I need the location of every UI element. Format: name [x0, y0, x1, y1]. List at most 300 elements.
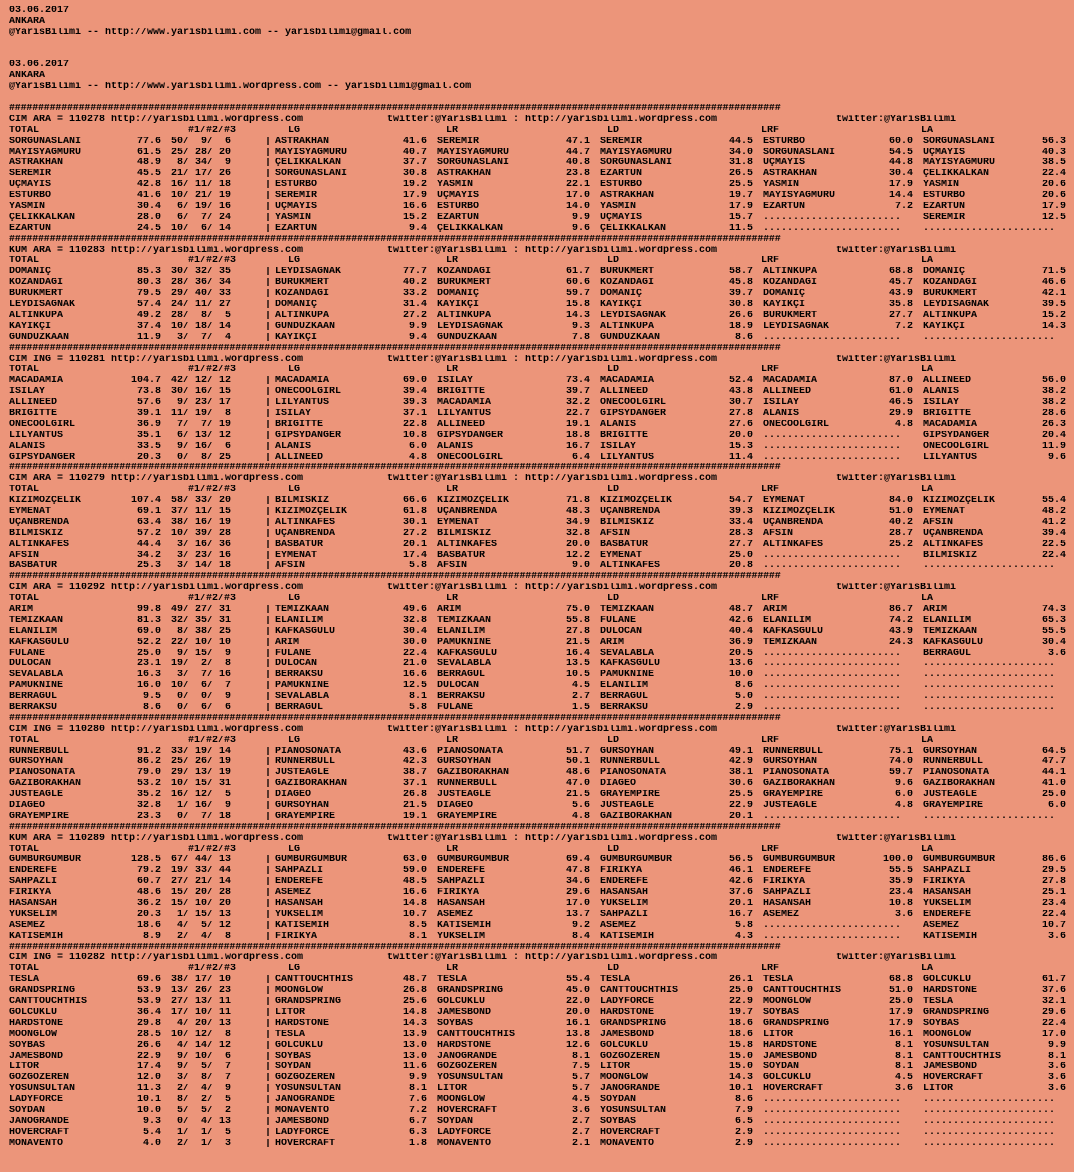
la-horse-name: ...................... [923, 670, 1056, 681]
lg-score: 41.6 [402, 136, 427, 147]
la-score: 25.1 [1041, 888, 1066, 899]
total-score: 28.5 [136, 1029, 161, 1040]
race-title-line [9, 115, 1069, 126]
total-score: 35.1 [136, 430, 161, 441]
lrf-score: 55.5 [888, 866, 913, 877]
ld-score: 15.8 [728, 1040, 753, 1051]
ld-horse-name: SAHPAZLI [600, 909, 649, 920]
ld-score: 36.9 [728, 637, 753, 648]
lg-score: 10.8 [402, 430, 427, 441]
places-count: 3/ 16/ 36 [171, 539, 232, 550]
lrf-horse-name: SORGUNASLANI [763, 147, 836, 158]
table-row [9, 1084, 1069, 1095]
total-score: 48.6 [136, 888, 161, 899]
lg-horse-name: LEYDISAGNAK [275, 267, 342, 278]
total-score: 37.4 [136, 321, 161, 332]
ld-score: 42.6 [728, 877, 753, 888]
table-row [9, 932, 1069, 943]
places-count: 16/ 12/ 5 [171, 790, 232, 801]
lrf-horse-name: FIRIKYA [763, 877, 806, 888]
la-score: 71.5 [1041, 267, 1066, 278]
col-la-header: LA [921, 844, 934, 855]
total-score: 91.2 [136, 746, 161, 757]
lg-horse-name: ESTURBO [275, 180, 318, 191]
lr-horse-name: GRANDSPRING [437, 986, 504, 997]
total-horse-name: DOMANIÇ [9, 267, 52, 278]
table-row [9, 180, 1069, 191]
lrf-horse-name: ALTINKAFES [763, 539, 824, 550]
col-lr-header: LR [446, 844, 459, 855]
column-divider: | [265, 920, 272, 931]
lr-score: 13.7 [565, 909, 590, 920]
total-horse-name: MONAVENTO [9, 1138, 64, 1149]
total-horse-name: YOSUNSULTAN [9, 1084, 76, 1095]
total-score: 45.5 [136, 169, 161, 180]
table-row [9, 420, 1069, 431]
lrf-horse-name: TESLA [763, 975, 794, 986]
col-lg-header: LG [288, 125, 301, 136]
lr-horse-name: DIAGEO [437, 801, 474, 812]
places-count: 0/ 7/ 18 [171, 811, 232, 822]
lrf-score: 61.0 [888, 387, 913, 398]
lg-score: 7.2 [408, 1105, 427, 1116]
lrf-horse-name: HASANSAH [763, 899, 812, 910]
lg-score: 10.7 [402, 909, 427, 920]
table-row [9, 507, 1069, 518]
total-horse-name: ASTRAKHAN [9, 158, 64, 169]
lrf-score: 25.2 [888, 539, 913, 550]
column-divider: | [265, 1007, 272, 1018]
lg-score: 40.7 [402, 147, 427, 158]
lrf-horse-name: GRAYEMPIRE [763, 790, 824, 801]
places-count: 10/ 12/ 8 [171, 1029, 232, 1040]
total-score: 81.3 [136, 615, 161, 626]
ld-horse-name: UÇMAYIS [600, 212, 643, 223]
column-divider: | [265, 310, 272, 321]
lr-score: 22.0 [565, 997, 590, 1008]
lg-score: 11.6 [402, 1062, 427, 1073]
lr-horse-name: ASTRAKHAN [437, 169, 492, 180]
table-row [9, 376, 1069, 387]
lrf-horse-name: KAFKASGULÜ [763, 626, 824, 637]
total-horse-name: LADYFORCE [9, 1095, 64, 1106]
lrf-horse-name: GRANDSPRING [763, 1018, 830, 1029]
ld-horse-name: KAYIKÇI [600, 300, 643, 311]
lrf-score: 28.7 [888, 528, 913, 539]
lg-score: 8.1 [408, 931, 427, 942]
table-row [9, 409, 1069, 420]
ld-score: 58.7 [728, 267, 753, 278]
table-row [9, 812, 1069, 823]
lg-horse-name: PIANOSONATA [275, 746, 342, 757]
lg-horse-name: HARDSTONE [275, 1018, 330, 1029]
places-count: 2/ 1/ 3 [171, 1138, 232, 1149]
lrf-horse-name: RUNNERBULL [763, 746, 824, 757]
lrf-score: 86.7 [888, 604, 913, 615]
ld-horse-name: KATISEMIH [600, 931, 655, 942]
places-count: 13/ 26/ 23 [171, 986, 232, 997]
lg-score: 30.1 [402, 517, 427, 528]
lg-horse-name: EYMENAT [275, 550, 318, 561]
lrf-horse-name: ....................... [763, 223, 902, 234]
total-score: 69.6 [136, 975, 161, 986]
lrf-score: 4.5 [894, 1073, 913, 1084]
col-ld-header: LD [607, 735, 620, 746]
race-twitter-link: twitter:@YarisBilimi : http://yarisbilimi.wordpress.com [387, 583, 718, 594]
la-score: 15.2 [1041, 310, 1066, 321]
header-block-2 [9, 60, 1069, 93]
col-ld-header: LD [607, 594, 620, 605]
col-lr-header: LR [446, 365, 459, 376]
ld-horse-name: ESTURBO [600, 180, 643, 191]
table-row [9, 387, 1069, 398]
lr-score: 10.5 [565, 670, 590, 681]
total-horse-name: PIANOSONATA [9, 768, 76, 779]
race-tables [9, 104, 1069, 1150]
lrf-score: 6.0 [894, 790, 913, 801]
lr-score: 69.4 [565, 855, 590, 866]
ld-horse-name: EZARTUN [600, 169, 643, 180]
col-places-header: #1/#2/#3 [188, 964, 237, 975]
total-score: 16.3 [136, 670, 161, 681]
places-count: 0/ 4/ 13 [171, 1116, 232, 1127]
table-row [9, 768, 1069, 779]
lg-score: 8.1 [408, 692, 427, 703]
header-date: 03.06.2017 [9, 6, 70, 16]
lg-score: 66.6 [402, 496, 427, 507]
total-score: 9.5 [142, 692, 161, 703]
lr-horse-name: PIANOSONATA [437, 746, 504, 757]
column-divider: | [265, 899, 272, 910]
ld-horse-name: ÇELIKKALKAN [600, 223, 667, 234]
ld-horse-name: GRAYEMPIRE [600, 790, 661, 801]
lr-score: 6.4 [571, 452, 590, 463]
lr-horse-name: HOVERCRAFT [437, 1105, 498, 1116]
race-title-line [9, 246, 1069, 257]
places-count: 6/ 7/ 24 [171, 212, 232, 223]
la-horse-name: YASMIN [923, 180, 960, 191]
column-divider: | [265, 1127, 272, 1138]
lr-score: 7.5 [571, 1062, 590, 1073]
ld-score: 11.4 [728, 452, 753, 463]
column-header-row [9, 594, 1069, 605]
la-score: 38.2 [1041, 398, 1066, 409]
lr-horse-name: KIZIMÖZÇELIK [437, 496, 510, 507]
total-horse-name: GRANDSPRING [9, 986, 76, 997]
lg-score: 37.1 [402, 408, 427, 419]
lr-horse-name: YASMIN [437, 180, 474, 191]
total-score: 57.6 [136, 398, 161, 409]
total-score: 20.3 [136, 452, 161, 463]
lg-score: 40.2 [402, 278, 427, 289]
lg-horse-name: MONAVENTO [275, 1105, 330, 1116]
race-twitter-link: twitter:@YarisBilimi : http://yarisbilimi.wordpress.com [387, 114, 718, 125]
ld-horse-name: JUSTEAGLE [600, 801, 655, 812]
places-count: 6/ 13/ 12 [171, 430, 232, 441]
total-horse-name: TEMIZKAAN [9, 615, 64, 626]
places-count: 2/ 4/ 9 [171, 1084, 232, 1095]
la-horse-name: TEMIZKAAN [923, 626, 978, 637]
lg-horse-name: GAZIBORAKHAN [275, 779, 348, 790]
ld-score: 56.5 [728, 855, 753, 866]
ld-horse-name: DOMANIÇ [600, 289, 643, 300]
race-title: CIM ING = 110281 http://yarisbilimi.wordpress.com [9, 354, 304, 365]
la-score: 14.3 [1041, 321, 1066, 332]
lr-score: 13.8 [565, 1029, 590, 1040]
lrf-horse-name: ENDEREFE [763, 866, 812, 877]
lg-score: 77.7 [402, 267, 427, 278]
lrf-horse-name: KAYIKÇI [763, 300, 806, 311]
lrf-score: 74.2 [888, 615, 913, 626]
places-count: 15/ 10/ 20 [171, 899, 232, 910]
lrf-score: 68.8 [888, 267, 913, 278]
hash-separator: ##################################################################################################################################### [9, 104, 781, 115]
column-divider: | [265, 408, 272, 419]
la-score: 25.0 [1041, 790, 1066, 801]
ld-score: 2.9 [734, 1138, 753, 1149]
ld-score: 27.6 [728, 419, 753, 430]
places-count: 37/ 11/ 15 [171, 506, 232, 517]
ld-horse-name: LILYANTUS [600, 452, 655, 463]
la-horse-name: ASEMEZ [923, 920, 960, 931]
lg-score: 37.1 [402, 779, 427, 790]
race-twitter-link: twitter:@YarisBilimi : http://yarisbilimi.wordpress.com [387, 953, 718, 964]
header-credit-line: @YarisBilimi -- http://www.yarisbilimi.wordpress.com -- yarisbilimi@gmail.com [9, 82, 472, 93]
ld-score: 10.1 [728, 1084, 753, 1095]
lrf-horse-name: MAYISYAGMURU [763, 191, 836, 202]
col-la-header: LA [921, 256, 934, 267]
ld-horse-name: DULOCAN [600, 626, 643, 637]
total-score: 42.8 [136, 180, 161, 191]
total-score: 128.5 [130, 855, 161, 866]
lg-score: 14.8 [402, 1007, 427, 1018]
places-count: 5/ 5/ 2 [171, 1105, 232, 1116]
lr-score: 8.1 [571, 1051, 590, 1062]
col-places-header: #1/#2/#3 [188, 594, 237, 605]
lrf-horse-name: UÇMAYIS [763, 158, 806, 169]
hash-separator: ##################################################################################################################################### [9, 572, 781, 583]
la-score: 46.6 [1041, 278, 1066, 289]
ld-horse-name: DIAGEO [600, 779, 637, 790]
table-row [9, 398, 1069, 409]
la-horse-name: ...................... [923, 561, 1056, 572]
lr-score: 15.8 [565, 300, 590, 311]
total-horse-name: KAYIKÇI [9, 321, 52, 332]
total-horse-name: HOVERCRAFT [9, 1127, 70, 1138]
lg-horse-name: JANOGRANDE [275, 1095, 336, 1106]
total-horse-name: GUNDUZKAAN [9, 332, 70, 343]
lg-score: 19.2 [402, 180, 427, 191]
lrf-horse-name: JUSTEAGLE [763, 801, 818, 812]
lr-horse-name: KOZANDAGI [437, 267, 492, 278]
total-score: 77.6 [136, 136, 161, 147]
lr-horse-name: KATISEMIH [437, 920, 492, 931]
ld-score: 20.0 [728, 430, 753, 441]
places-count: 0/ 8/ 25 [171, 452, 232, 463]
places-count: 11/ 19/ 8 [171, 408, 232, 419]
ld-score: 17.9 [728, 202, 753, 213]
col-total-header: TOTAL [9, 485, 40, 496]
lr-score: 9.9 [571, 212, 590, 223]
la-score: 3.6 [1047, 1084, 1066, 1095]
col-lr-header: LR [446, 256, 459, 267]
lr-horse-name: SEREMIR [437, 136, 480, 147]
la-horse-name: ONECOOLGIRL [923, 441, 990, 452]
lg-score: 37.7 [402, 158, 427, 169]
column-divider: | [265, 441, 272, 452]
table-row [9, 289, 1069, 300]
lr-score: 75.0 [565, 604, 590, 615]
ld-score: 20.8 [728, 561, 753, 572]
lr-horse-name: LEYDISAGNAK [437, 321, 504, 332]
lrf-horse-name: ISILAY [763, 398, 800, 409]
total-score: 49.2 [136, 310, 161, 321]
table-row [9, 322, 1069, 333]
col-lrf-header: LRF [761, 735, 780, 746]
lrf-score: 45.7 [888, 278, 913, 289]
lg-horse-name: SOYBAS [275, 1051, 312, 1062]
ld-score: 46.1 [728, 866, 753, 877]
lr-horse-name: UÇANBRENDA [437, 506, 498, 517]
lg-score: 19.1 [402, 811, 427, 822]
lg-score: 69.0 [402, 376, 427, 387]
table-row [9, 649, 1069, 660]
ld-horse-name: ARIM [600, 637, 625, 648]
lg-score: 30.8 [402, 169, 427, 180]
total-horse-name: HARDSTONE [9, 1018, 64, 1029]
la-horse-name: ESTURBO [923, 191, 966, 202]
column-divider: | [265, 670, 272, 681]
places-count: 49/ 27/ 31 [171, 604, 232, 615]
lrf-horse-name: TEMIZKAAN [763, 637, 818, 648]
lr-horse-name: SORGUNASLANI [437, 158, 510, 169]
la-score: 47.7 [1041, 757, 1066, 768]
col-total-header: TOTAL [9, 125, 40, 136]
lrf-score: 87.0 [888, 376, 913, 387]
lr-score: 8.4 [571, 931, 590, 942]
total-horse-name: GAZIBORAKHAN [9, 779, 82, 790]
column-divider: | [265, 866, 272, 877]
table-row [9, 267, 1069, 278]
total-score: 41.6 [136, 191, 161, 202]
la-score: 55.5 [1041, 626, 1066, 637]
column-divider: | [265, 1105, 272, 1116]
places-count: 3/ 8/ 7 [171, 1073, 232, 1084]
col-ld-header: LD [607, 485, 620, 496]
lrf-horse-name: ....................... [763, 332, 902, 343]
lg-score: 49.6 [402, 604, 427, 615]
lr-score: 47.0 [565, 779, 590, 790]
la-score: 29.5 [1041, 866, 1066, 877]
lr-score: 59.7 [565, 289, 590, 300]
total-score: 4.0 [142, 1138, 161, 1149]
lr-horse-name: ISILAY [437, 376, 474, 387]
lr-horse-name: ONECOOLGIRL [437, 452, 504, 463]
column-header-row [9, 964, 1069, 975]
lr-horse-name: PAMUKNINE [437, 637, 492, 648]
ld-score: 39.3 [728, 506, 753, 517]
lrf-score: 35.9 [888, 877, 913, 888]
ld-horse-name: ALLINEED [600, 387, 649, 398]
la-horse-name: SEREMIR [923, 212, 966, 223]
ld-horse-name: LITOR [600, 1062, 631, 1073]
lg-horse-name: KAFKASGULÜ [275, 626, 336, 637]
table-row [9, 855, 1069, 866]
column-divider: | [265, 659, 272, 670]
lrf-score: 60.0 [888, 136, 913, 147]
column-divider: | [265, 997, 272, 1008]
ld-horse-name: UÇANBRENDA [600, 506, 661, 517]
lg-horse-name: GRANDSPRING [275, 997, 342, 1008]
ld-score: 15.0 [728, 1062, 753, 1073]
la-horse-name: BERRAGUL [923, 648, 972, 659]
lrf-score: 43.9 [888, 626, 913, 637]
total-score: 48.9 [136, 158, 161, 169]
ld-horse-name: EYMENAT [600, 550, 643, 561]
total-horse-name: SEVALABLA [9, 670, 64, 681]
lg-horse-name: CANTTOUCHTHIS [275, 975, 354, 986]
lr-score: 55.8 [565, 615, 590, 626]
lg-score: 17.4 [402, 550, 427, 561]
lr-score: 16.4 [565, 648, 590, 659]
places-count: 22/ 10/ 10 [171, 637, 232, 648]
column-divider: | [265, 430, 272, 441]
col-ld-header: LD [607, 125, 620, 136]
la-horse-name: GAZIBORAKHAN [923, 779, 996, 790]
table-row [9, 202, 1069, 213]
lrf-score: 75.1 [888, 746, 913, 757]
total-horse-name: TESLA [9, 975, 40, 986]
places-count: 30/ 32/ 35 [171, 267, 232, 278]
lg-horse-name: ALTINKAFES [275, 517, 336, 528]
ld-horse-name: SORGUNASLANI [600, 158, 673, 169]
ld-horse-name: MACADAMIA [600, 376, 655, 387]
lr-score: 51.7 [565, 746, 590, 757]
col-lr-header: LR [446, 485, 459, 496]
lr-score: 14.3 [565, 310, 590, 321]
column-divider: | [265, 496, 272, 507]
lg-horse-name: GURSOYHAN [275, 801, 330, 812]
la-horse-name: ...................... [923, 659, 1056, 670]
total-horse-name: MAYISYAGMURU [9, 147, 82, 158]
lr-horse-name: GOLCUKLU [437, 997, 486, 1008]
hash-separator: ##################################################################################################################################### [9, 942, 781, 953]
total-horse-name: CANTTOUCHTHIS [9, 997, 88, 1008]
table-row [9, 616, 1069, 627]
table-row [9, 659, 1069, 670]
lr-score: 71.8 [565, 496, 590, 507]
table-row [9, 910, 1069, 921]
table-row [9, 1128, 1069, 1139]
lg-score: 16.6 [402, 670, 427, 681]
la-score: 3.6 [1047, 1073, 1066, 1084]
column-divider: | [265, 212, 272, 223]
la-score: 9.6 [1047, 452, 1066, 463]
total-horse-name: GUMBURGUMBUR [9, 855, 82, 866]
table-row [9, 311, 1069, 322]
la-horse-name: RUNNERBULL [923, 757, 984, 768]
lrf-score: 7.2 [894, 202, 913, 213]
lr-score: 47.8 [565, 866, 590, 877]
lrf-horse-name: ASTRAKHAN [763, 169, 818, 180]
total-score: 20.3 [136, 909, 161, 920]
total-horse-name: SEREMIR [9, 169, 52, 180]
total-score: 60.7 [136, 877, 161, 888]
column-header-row [9, 845, 1069, 856]
col-lg-header: LG [288, 485, 301, 496]
col-la-header: LA [921, 594, 934, 605]
lr-score: 19.1 [565, 419, 590, 430]
